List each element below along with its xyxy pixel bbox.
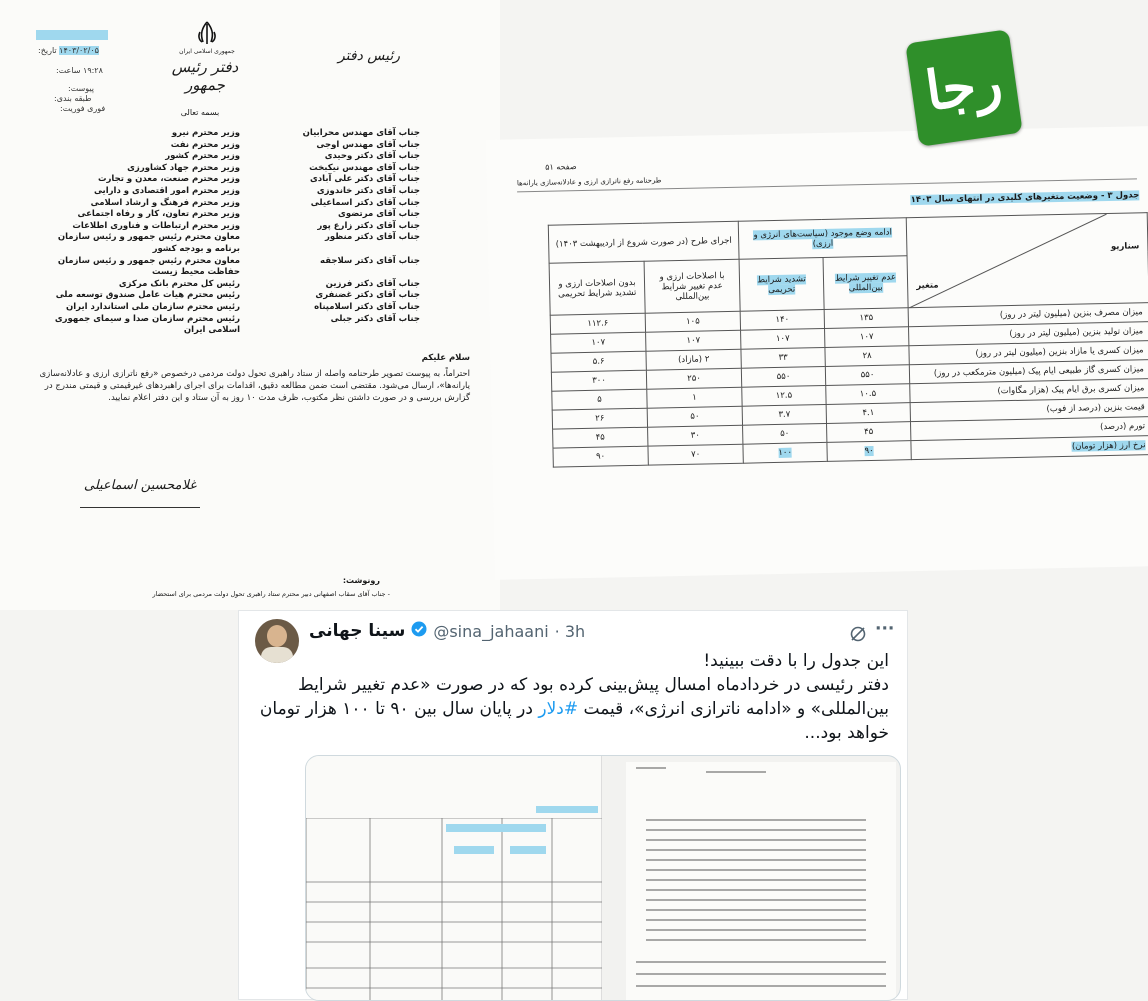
table-cell: ۵ — [552, 389, 647, 410]
recipient-list — [40, 128, 420, 337]
column-header: با اصلاحات ارزی و عدم تغییر شرایط بین‌المللی — [644, 260, 740, 314]
verified-badge-icon — [411, 621, 427, 641]
hashtag-link[interactable]: #دلار — [538, 699, 579, 719]
urgency-label: فوریت: — [60, 104, 85, 113]
scenario-header-cell — [906, 213, 1148, 308]
recipient-name: جناب آقای دکتر زارع پور — [317, 220, 420, 231]
table-cell: ۲۵۰ — [646, 368, 742, 389]
tweet-image[interactable] — [305, 755, 901, 1001]
recipient-name: جناب آقای مرتضوی — [338, 209, 420, 220]
recipient-title: وزیر محترم تعاون، کار و رفاه اجتماعی — [77, 209, 240, 220]
recipient-name: جناب آقای دکتر غضنفری — [315, 290, 420, 301]
table-cell: ۹۰ — [553, 446, 648, 467]
header-right: رئیس دفتر — [337, 48, 400, 64]
page-number: صفحه ۵۱ — [545, 162, 577, 172]
recipient-row — [40, 302, 420, 314]
table-cell: ۳۰ — [648, 425, 744, 446]
table-cell: ۱۴۰ — [740, 309, 824, 330]
recipient-title: رئیس محترم سازمان ملی استاندارد ایران — [66, 301, 240, 312]
recipient-title: وزیر محترم ارتباطات و فناوری اطلاعات — [72, 220, 240, 231]
table-cell: ۷۰ — [648, 444, 744, 465]
recipient-title: وزیر محترم فرهنگ و ارشاد اسلامی — [90, 197, 240, 208]
invocation: بسمه تعالی — [180, 108, 220, 117]
recipient-row — [40, 209, 420, 221]
thumb-table-lines — [306, 818, 602, 1001]
recipient-row — [40, 221, 420, 233]
recipient-row — [40, 151, 420, 163]
recipient-row — [40, 140, 420, 152]
table-cell: ۱ — [647, 387, 743, 408]
recipient-name: جناب آقای دکتر سلاجقه — [320, 255, 420, 266]
tweet-text-after: در پایان سال بین ۹۰ تا ۱۰۰ هزار تومان خواهد بود... — [259, 699, 889, 743]
table-cell: ۵۵۰ — [825, 365, 910, 386]
thumb-title-highlight — [536, 806, 598, 813]
group-current: ادامه وضع موجود (سیاست‌های انرژی و ارزی) — [738, 218, 907, 260]
row-label: میزان کسری یا مازاد بنزین (میلیون لیتر در روز) — [909, 341, 1148, 365]
tweet-text — [259, 649, 889, 745]
signature: غلامحسین اسماعیلی — [80, 478, 200, 508]
table-cell: ۴.۱ — [826, 403, 911, 424]
table-cell: ۱۲.۵ — [742, 385, 826, 406]
variable-label: متغیر — [916, 280, 939, 292]
header-diagonal — [907, 214, 1109, 308]
classification-label: طبقه بندی: — [54, 94, 92, 103]
cc-text: - جناب آقای سقاب اصفهانی دبیر محترم ستاد راهبری تحول دولت مردمی برای استحضار — [152, 590, 390, 598]
recipient-name: جناب آقای دکتر جبلی — [330, 313, 420, 324]
greeting: سلام علیکم — [421, 353, 470, 363]
table-title: جدول ۳ - وضعیت متغیرهای کلیدی در انتهای سال ۱۴۰۳ — [910, 190, 1140, 206]
table-cell: ۲ (مازاد) — [646, 349, 742, 370]
row-label: تورم (درصد) — [911, 417, 1148, 441]
page-header: طرحنامه رفع ناترازی ارزی و عادلانه‌سازی یارانه‌ها — [516, 176, 662, 188]
recipient-name: جناب آقای دکتر علی آبادی — [309, 174, 420, 185]
recipient-name: جناب آقای مهندس نیکبخت — [309, 162, 420, 173]
display-name[interactable]: سینا جهانی — [309, 621, 406, 641]
row-label: میزان تولید بنزین (میلیون لیتر در روز) — [909, 322, 1148, 346]
recipient-name: جناب آقای مهندس محرابیان — [302, 128, 420, 138]
date-label: تاریخ: — [38, 46, 57, 55]
table-cell: ۱۱۲.۶ — [550, 313, 645, 334]
table-cell: ۳۰۰ — [551, 370, 646, 391]
table-cell: ۴۵ — [553, 427, 648, 448]
raja-logo — [905, 29, 1022, 146]
recipient-name: جناب آقای دکتر فرزین — [325, 278, 420, 289]
table-cell: ۵.۶ — [551, 351, 646, 372]
image-table-thumb — [306, 756, 602, 1001]
row-label: میزان مصرف بنزین (میلیون لیتر در روز) — [908, 303, 1148, 327]
recipient-name: جناب آقای دکتر اسماعیلی — [310, 197, 420, 208]
row-label: قیمت بنزین (درصد از فوب) — [910, 398, 1148, 422]
column-header: عدم تغییر شرایط بین‌المللی — [823, 256, 908, 309]
recipient-title: معاون محترم رئیس جمهور و رئیس سازمان حفاظت محیط زیست — [57, 255, 240, 278]
time-label: ساعت: — [56, 66, 81, 75]
table-cell: ۵۵۰ — [742, 366, 826, 387]
urgency-value: فوری — [87, 104, 106, 113]
recipient-row — [40, 174, 420, 186]
recipient-title: وزیر محترم نفت — [170, 139, 240, 150]
recipient-name: جناب آقای دکتر وحیدی — [324, 151, 420, 162]
recipient-row — [40, 163, 420, 175]
recipient-row — [40, 314, 420, 337]
row-label: میزان کسری برق ایام پیک (هزار مگاوات) — [910, 379, 1148, 403]
recipient-row — [40, 186, 420, 198]
column-header: بدون اصلاحات ارزی و تشدید شرایط تحریمی — [549, 262, 645, 316]
time-value: ۱۹:۲۸ — [83, 66, 103, 75]
recipient-title: وزیر محترم امور اقتصادی و دارایی — [93, 185, 240, 196]
recipient-row — [40, 290, 420, 302]
office-title: دفتر رئیس جمهور — [171, 58, 239, 94]
table-cell: ۱۰۷ — [824, 327, 909, 348]
table-cell: ۵۰ — [647, 406, 743, 427]
table-cell: ۱۳۵ — [824, 308, 909, 329]
logo-text: رجا — [921, 49, 1006, 123]
image-letter-thumb — [626, 762, 896, 1001]
table-cell: ۳.۷ — [742, 404, 826, 425]
timestamp[interactable]: · 3h — [554, 621, 586, 641]
table-cell: ۲۶ — [552, 408, 647, 429]
table-cell: ۴۵ — [826, 422, 911, 443]
table-cell: ۳۳ — [741, 347, 825, 368]
tweet-card[interactable] — [238, 610, 908, 1000]
recipient-title: رئیس محترم سازمان صدا و سیمای جمهوری اسلامی ایران — [54, 313, 240, 336]
table-page — [486, 126, 1148, 580]
table-cell: ۱۰۵ — [645, 311, 741, 332]
tweet-text-before: دفتر رئیسی در خردادماه امسال پیش‌بینی کرده بود که در صورت «عدم تغییر شرایط بین‌المللی» و «ادامه ناترازی انرژی»، قیمت — [297, 675, 889, 719]
letter-body: احتراماً، به پیوست تصویر طرحنامه واصله از ستاد راهبری تحول دولت مردمی درخصوص «رفع ناترازی ارزی و عادلانه‌سازی یارانه‌ها»، ارسال می‌شود. مقتضی است ضمن مطالعه دقیق، اقدامات برای اجرای راهبردهای غیرقیمتی و قیمتی مندرج در گزارش بررسی و در صورت داشتن نظر مکتوب، ظرف مدت ۱۰ روز به آن ستاد و این دفتر اعلام نمایید. — [39, 369, 470, 403]
recipient-title: وزیر محترم صنعت، معدن و تجارت — [98, 174, 240, 185]
more-options-button[interactable]: ··· — [875, 619, 895, 639]
table-cell: ۵۰ — [743, 423, 827, 444]
recipient-title: وزیر محترم جهاد کشاورزی — [127, 162, 240, 173]
table-cell: ۱۰۷ — [646, 330, 742, 351]
recipient-name: جناب آقای مهندس اوجی — [316, 139, 420, 150]
emblem-caption: جمهوری اسلامی ایران — [179, 48, 235, 55]
recipient-row — [40, 256, 420, 279]
cc-label: رونوشت: — [342, 576, 380, 585]
recipient-row — [40, 198, 420, 210]
thumb-letter-lines — [626, 762, 896, 1001]
grok-icon[interactable] — [849, 625, 867, 647]
scenario-label: سناریو — [1110, 241, 1140, 252]
recipient-title: وزیر محترم نیرو — [171, 128, 240, 138]
emblem-icon — [192, 20, 222, 46]
recipient-row — [40, 128, 420, 140]
redaction-highlight — [36, 30, 108, 40]
recipient-title: رئیس محترم هیات عامل صندوق توسعه ملی — [55, 290, 240, 301]
table-cell: ۹۰ — [827, 441, 912, 462]
table-cell: ۲۸ — [825, 346, 910, 367]
recipient-row — [40, 232, 420, 255]
tweet-line1: این جدول را با دقت ببینید! — [703, 651, 889, 671]
recipient-title: وزیر محترم کشور — [165, 151, 240, 162]
table-cell: ۱۰۷ — [551, 332, 646, 353]
table-cell: ۱۰.۵ — [826, 384, 911, 405]
row-label: نرخ ارز (هزار تومان) — [911, 436, 1148, 460]
handle[interactable]: @sina_jahaani — [433, 621, 549, 641]
recipient-name: جناب آقای دکتر منظور — [325, 232, 420, 243]
row-label: میزان کسری گاز طبیعی ایام پیک (میلیون مترمکعب در روز) — [909, 360, 1148, 384]
group-plan: اجرای طرح (در صورت شروع از اردیبهشت ۱۴۰۳) — [548, 221, 739, 263]
date-value: ۱۴۰۳/۰۲/۰۵ — [59, 46, 99, 55]
recipient-title: رئیس کل محترم بانک مرکزی — [118, 278, 240, 289]
scenario-table — [548, 212, 1148, 468]
table-cell: ۱۰۷ — [741, 328, 825, 349]
table-cell: ۱۰۰ — [743, 442, 827, 463]
recipient-name: جناب آقای دکتر اسلامپناه — [314, 301, 420, 312]
recipient-title: معاون محترم رئیس جمهور و رئیس سازمان برنامه و بودجه کشور — [57, 232, 240, 254]
recipient-name: جناب آقای دکتر خاندوزی — [316, 185, 420, 196]
column-header: تشدید شرایط تحریمی — [739, 258, 824, 311]
official-letter — [0, 0, 500, 610]
attachment-label: پیوست: — [68, 84, 95, 93]
recipient-row — [40, 279, 420, 291]
tweet-header — [309, 621, 585, 641]
